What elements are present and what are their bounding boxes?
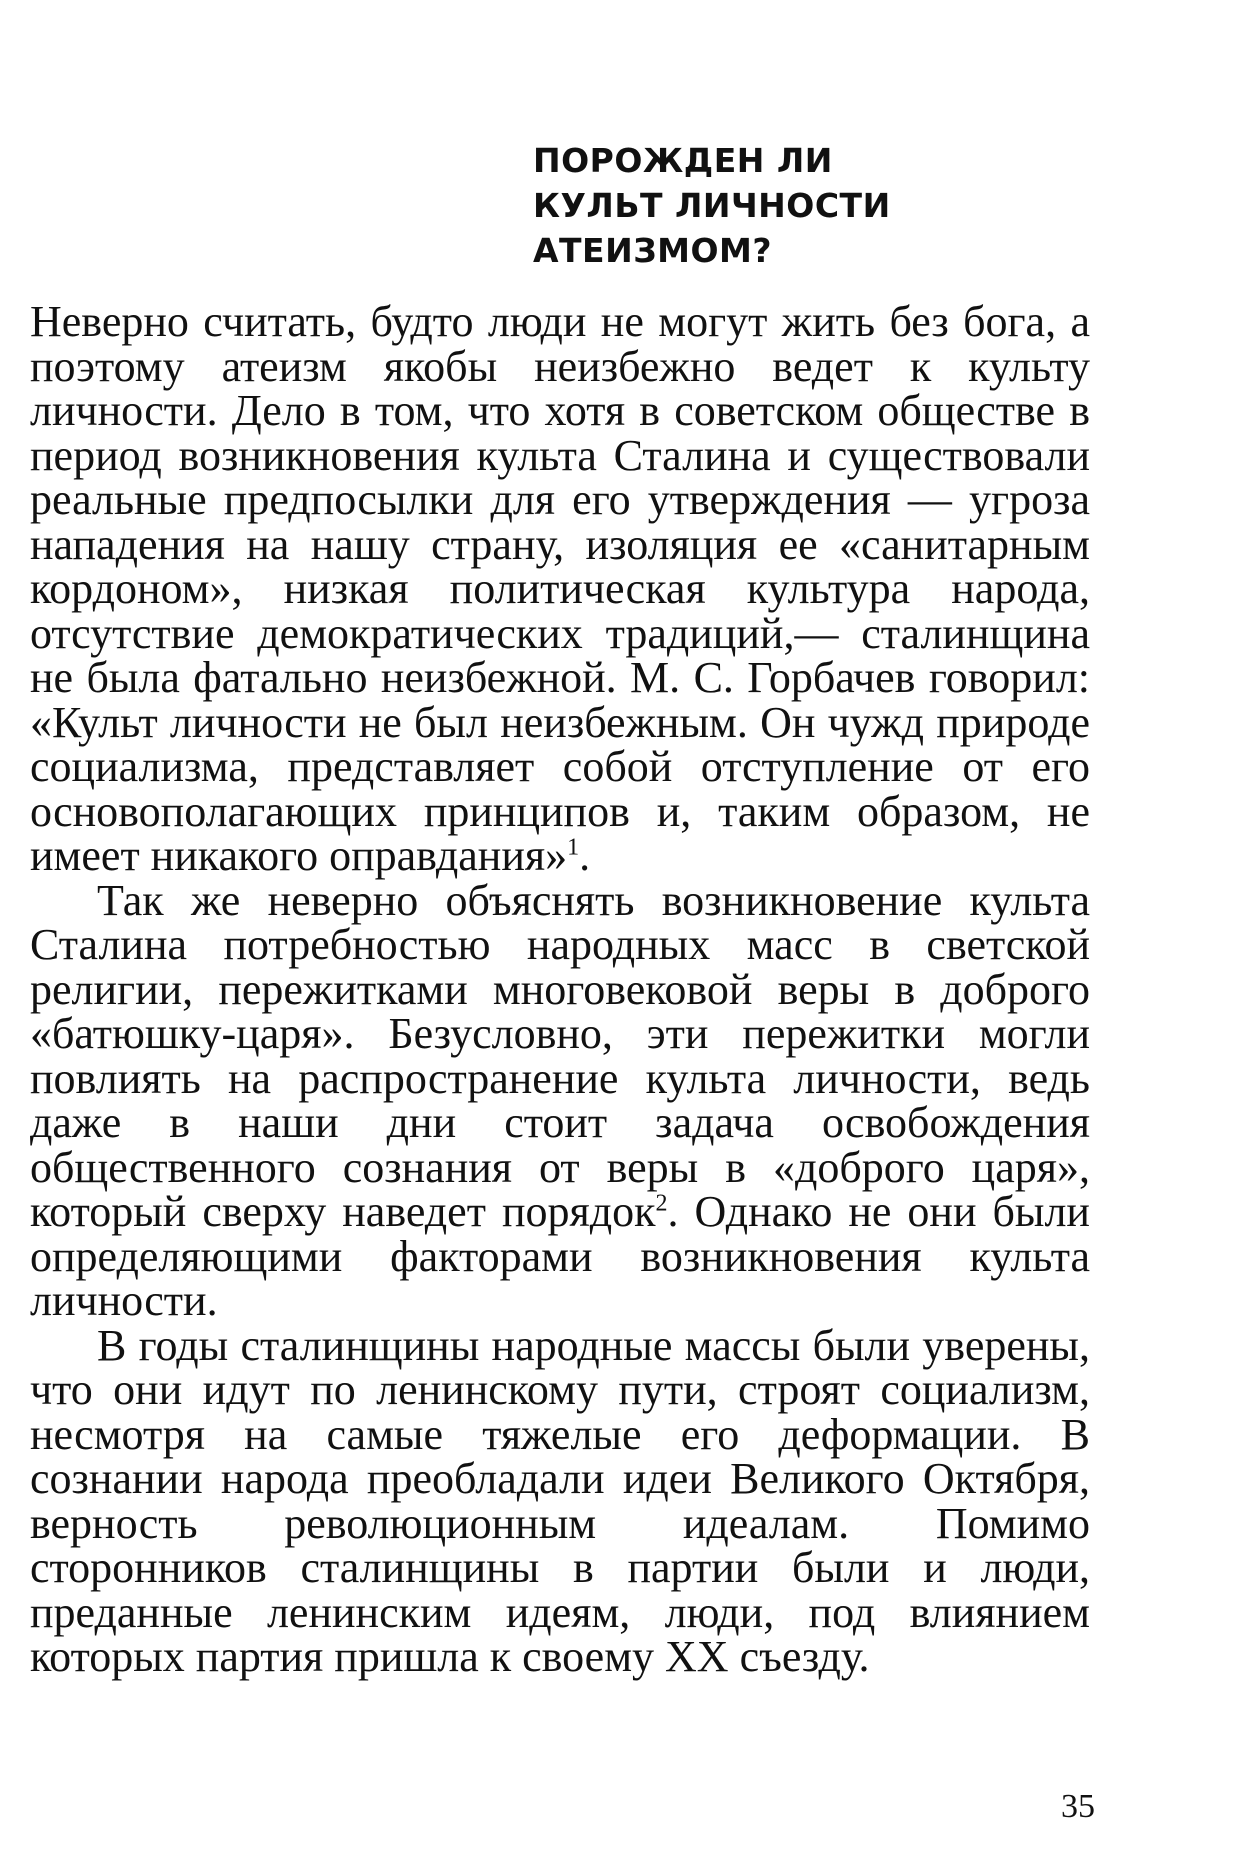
- heading-line-2: КУЛЬТ ЛИЧНОСТИ: [533, 186, 891, 225]
- paragraph-3: [30, 1320, 1090, 1681]
- heading-line-3: АТЕИЗМОМ?: [533, 231, 773, 270]
- paragraph-2-text: Так же неверно объяснять возникновение культа Сталина потребностью народных масс в светской религии, пережитками многовековой веры в доброго «батюшку-царя». Безусловно, эти пережитки могли повлиять на распространение культа личности, ведь даже в наши дни стоит задача освобождения общественного сознания от веры в «доброго царя», который сверху наведет порядок: [30, 875, 1090, 1236]
- paragraph-1-tail: .: [579, 831, 591, 880]
- page-number: 35: [1061, 1788, 1095, 1825]
- paragraph-1-text: Неверно считать, будто люди не могут жить без бога, а поэтому атеизм якобы неизбежно ведет к культу личности. Дело в том, что хотя в советском обществе в период возникновения культа Сталина и существовали реальные предпосылки для его утверждения — угроза нападения на нашу страну, изоляция ее «санитарным кордоном», низкая политическая культура народа, отсутствие демократических традиций,— сталинщина не была фатально неизбежной. М. С. Горбачев говорил: «Культ личности не был неизбежным. Он чужд природе социализма, представляет собой отступление от его основополагающих принципов и, таким образом, не имеет никакого оправдания»: [30, 297, 1090, 880]
- footnote-marker-1: 1: [567, 834, 580, 861]
- body-text: [30, 297, 1090, 1681]
- footnote-marker-2: 2: [655, 1190, 668, 1217]
- paragraph-2-tail: . Однако не они были определяющими факторами возникновения культа личности.: [30, 1187, 1090, 1325]
- paragraph-1: [30, 297, 1090, 880]
- paragraph-3-text: В годы сталинщины народные массы были уверены, что они идут по ленинскому пути, строят социализм, несмотря на самые тяжелые его деформации. В сознании народа преобладали идеи Великого Октября, верность революционным идеалам. Помимо сторонников сталинщины в партии были и люди, преданные ленинским идеям, люди, под влиянием которых партия пришла к своему XX съезду.: [30, 1320, 1090, 1681]
- heading-line-1: ПОРОЖДЕН ЛИ: [533, 141, 833, 180]
- section-heading: [533, 138, 891, 273]
- paragraph-2: [30, 875, 1090, 1325]
